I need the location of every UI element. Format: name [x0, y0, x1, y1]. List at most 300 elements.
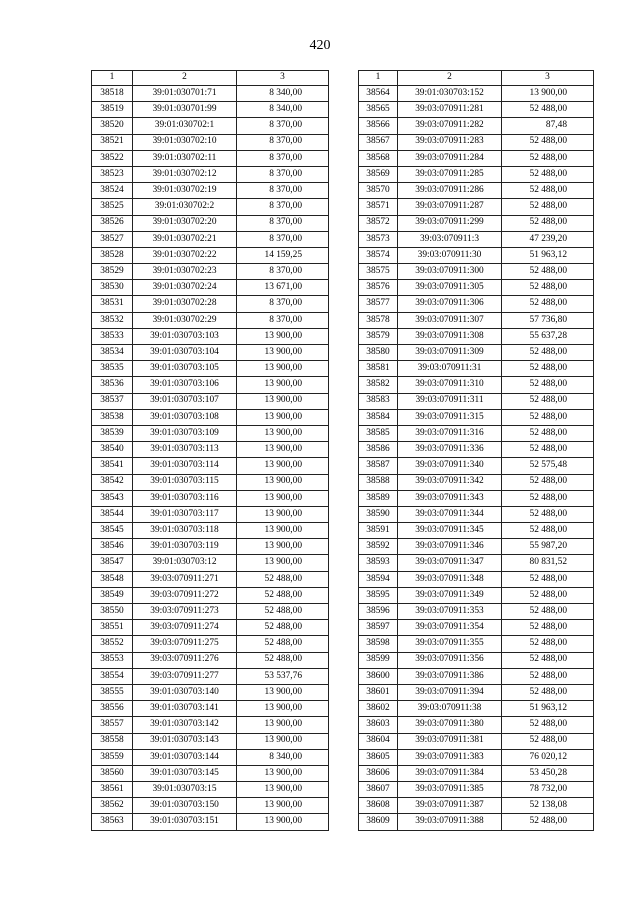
table-row — [359, 474, 594, 490]
row-number-cell: 38584 — [359, 409, 398, 425]
table-row — [92, 684, 329, 700]
value-cell: 13 900,00 — [237, 458, 329, 474]
cadastral-number-cell: 39:01:030703:115 — [133, 474, 237, 490]
cadastral-number-cell: 39:01:030703:103 — [133, 328, 237, 344]
value-cell: 52 488,00 — [237, 571, 329, 587]
cadastral-number-cell: 39:03:070911:386 — [398, 668, 502, 684]
row-number-cell: 38524 — [92, 183, 133, 199]
table-row — [359, 183, 594, 199]
table-row — [359, 150, 594, 166]
row-number-cell: 38600 — [359, 668, 398, 684]
cadastral-number-cell: 39:03:070911:387 — [398, 798, 502, 814]
table-row — [359, 701, 594, 717]
value-cell: 52 488,00 — [502, 361, 594, 377]
cadastral-number-cell: 39:01:030702:23 — [133, 264, 237, 280]
row-number-cell: 38577 — [359, 296, 398, 312]
cadastral-number-cell: 39:03:070911:342 — [398, 474, 502, 490]
cadastral-number-cell: 39:01:030702:1 — [133, 118, 237, 134]
value-cell: 13 900,00 — [237, 814, 329, 830]
row-number-cell: 38571 — [359, 199, 398, 215]
cadastral-number-cell: 39:03:070911:3 — [398, 231, 502, 247]
table-row — [359, 571, 594, 587]
table-row — [92, 280, 329, 296]
cadastral-number-cell: 39:03:070911:394 — [398, 684, 502, 700]
row-number-cell: 38581 — [359, 361, 398, 377]
value-cell: 52 488,00 — [502, 102, 594, 118]
cadastral-number-cell: 39:01:030703:104 — [133, 345, 237, 361]
row-number-cell: 38559 — [92, 749, 133, 765]
table-row — [359, 345, 594, 361]
table-row — [92, 215, 329, 231]
row-number-cell: 38520 — [92, 118, 133, 134]
value-cell: 13 671,00 — [237, 280, 329, 296]
row-number-cell: 38590 — [359, 506, 398, 522]
table-row — [92, 102, 329, 118]
cadastral-number-cell: 39:01:030703:142 — [133, 717, 237, 733]
row-number-cell: 38550 — [92, 604, 133, 620]
value-cell: 13 900,00 — [237, 425, 329, 441]
cadastral-number-cell: 39:03:070911:283 — [398, 134, 502, 150]
cadastral-number-cell: 39:01:030702:11 — [133, 150, 237, 166]
value-cell: 14 159,25 — [237, 247, 329, 263]
value-cell: 52 488,00 — [502, 296, 594, 312]
table-row — [359, 361, 594, 377]
value-cell: 52 488,00 — [502, 183, 594, 199]
table-row — [92, 506, 329, 522]
table-row — [359, 458, 594, 474]
cadastral-number-cell: 39:01:030701:71 — [133, 86, 237, 102]
cadastral-number-cell: 39:03:070911:274 — [133, 620, 237, 636]
table-row — [92, 555, 329, 571]
table-row — [359, 166, 594, 182]
table-row — [92, 264, 329, 280]
value-cell: 13 900,00 — [237, 717, 329, 733]
row-number-cell: 38526 — [92, 215, 133, 231]
value-cell: 52 488,00 — [237, 636, 329, 652]
cadastral-number-cell: 39:03:070911:282 — [398, 118, 502, 134]
value-cell: 8 370,00 — [237, 166, 329, 182]
value-cell: 52 488,00 — [502, 668, 594, 684]
table-row — [92, 587, 329, 603]
cadastral-number-cell: 39:03:070911:300 — [398, 264, 502, 280]
cadastral-number-cell: 39:01:030703:107 — [133, 393, 237, 409]
cadastral-number-cell: 39:03:070911:340 — [398, 458, 502, 474]
value-cell: 13 900,00 — [237, 393, 329, 409]
row-number-cell: 38539 — [92, 425, 133, 441]
table-row — [92, 636, 329, 652]
row-number-cell: 38595 — [359, 587, 398, 603]
row-number-cell: 38534 — [92, 345, 133, 361]
cadastral-number-cell: 39:03:070911:275 — [133, 636, 237, 652]
value-cell: 13 900,00 — [237, 474, 329, 490]
table-row — [92, 539, 329, 555]
header-cell-3: 3 — [237, 71, 329, 86]
right-table — [358, 70, 594, 831]
row-number-cell: 38542 — [92, 474, 133, 490]
value-cell: 52 488,00 — [502, 425, 594, 441]
left-table — [91, 70, 329, 831]
row-number-cell: 38523 — [92, 166, 133, 182]
table-row — [359, 312, 594, 328]
table-row — [359, 684, 594, 700]
table-row — [359, 328, 594, 344]
cadastral-number-cell: 39:01:030702:12 — [133, 166, 237, 182]
value-cell: 47 239,20 — [502, 231, 594, 247]
row-number-cell: 38518 — [92, 86, 133, 102]
row-number-cell: 38608 — [359, 798, 398, 814]
row-number-cell: 38605 — [359, 749, 398, 765]
cadastral-number-cell: 39:01:030703:116 — [133, 490, 237, 506]
cadastral-number-cell: 39:03:070911:316 — [398, 425, 502, 441]
table-row — [359, 490, 594, 506]
value-cell: 80 831,52 — [502, 555, 594, 571]
row-number-cell: 38579 — [359, 328, 398, 344]
cadastral-number-cell: 39:01:030703:141 — [133, 701, 237, 717]
row-number-cell: 38530 — [92, 280, 133, 296]
cadastral-number-cell: 39:03:070911:347 — [398, 555, 502, 571]
row-number-cell: 38588 — [359, 474, 398, 490]
row-number-cell: 38598 — [359, 636, 398, 652]
table-row — [92, 377, 329, 393]
value-cell: 52 488,00 — [502, 199, 594, 215]
cadastral-number-cell: 39:03:070911:348 — [398, 571, 502, 587]
row-number-cell: 38532 — [92, 312, 133, 328]
cadastral-number-cell: 39:01:030703:105 — [133, 361, 237, 377]
cadastral-number-cell: 39:01:030703:150 — [133, 798, 237, 814]
row-number-cell: 38573 — [359, 231, 398, 247]
row-number-cell: 38592 — [359, 539, 398, 555]
value-cell: 52 488,00 — [502, 393, 594, 409]
table-row — [92, 409, 329, 425]
value-cell: 13 900,00 — [237, 361, 329, 377]
value-cell: 52 488,00 — [502, 345, 594, 361]
table-row — [92, 296, 329, 312]
value-cell: 87,48 — [502, 118, 594, 134]
table-row — [92, 183, 329, 199]
row-number-cell: 38558 — [92, 733, 133, 749]
right-table-body — [359, 71, 594, 831]
row-number-cell: 38589 — [359, 490, 398, 506]
cadastral-number-cell: 39:01:030703:152 — [398, 86, 502, 102]
row-number-cell: 38547 — [92, 555, 133, 571]
cadastral-number-cell: 39:03:070911:307 — [398, 312, 502, 328]
row-number-cell: 38578 — [359, 312, 398, 328]
cadastral-number-cell: 39:03:070911:385 — [398, 782, 502, 798]
value-cell: 52 488,00 — [502, 474, 594, 490]
table-row — [359, 604, 594, 620]
cadastral-number-cell: 39:03:070911:344 — [398, 506, 502, 522]
value-cell: 13 900,00 — [237, 733, 329, 749]
value-cell: 53 450,28 — [502, 765, 594, 781]
value-cell: 52 488,00 — [502, 636, 594, 652]
cadastral-number-cell: 39:03:070911:310 — [398, 377, 502, 393]
value-cell: 13 900,00 — [237, 409, 329, 425]
row-number-cell: 38546 — [92, 539, 133, 555]
table-row — [92, 86, 329, 102]
row-number-cell: 38564 — [359, 86, 398, 102]
cadastral-number-cell: 39:03:070911:315 — [398, 409, 502, 425]
cadastral-number-cell: 39:03:070911:383 — [398, 749, 502, 765]
table-row — [92, 312, 329, 328]
row-number-cell: 38586 — [359, 442, 398, 458]
table-row — [359, 264, 594, 280]
value-cell: 8 370,00 — [237, 150, 329, 166]
value-cell: 52 138,08 — [502, 798, 594, 814]
cadastral-number-cell: 39:03:070911:356 — [398, 652, 502, 668]
cadastral-number-cell: 39:03:070911:286 — [398, 183, 502, 199]
table-row — [359, 280, 594, 296]
cadastral-number-cell: 39:01:030701:99 — [133, 102, 237, 118]
table-row — [359, 798, 594, 814]
value-cell: 52 488,00 — [502, 264, 594, 280]
row-number-cell: 38602 — [359, 701, 398, 717]
value-cell: 52 488,00 — [502, 166, 594, 182]
value-cell: 52 488,00 — [502, 523, 594, 539]
table-row — [92, 652, 329, 668]
table-row — [92, 199, 329, 215]
row-number-cell: 38587 — [359, 458, 398, 474]
value-cell: 51 963,12 — [502, 247, 594, 263]
cadastral-number-cell: 39:03:070911:345 — [398, 523, 502, 539]
row-number-cell: 38527 — [92, 231, 133, 247]
row-number-cell: 38525 — [92, 199, 133, 215]
row-number-cell: 38553 — [92, 652, 133, 668]
table-row — [92, 798, 329, 814]
cadastral-number-cell: 39:03:070911:308 — [398, 328, 502, 344]
table-header-row — [359, 71, 594, 86]
row-number-cell: 38545 — [92, 523, 133, 539]
row-number-cell: 38572 — [359, 215, 398, 231]
row-number-cell: 38597 — [359, 620, 398, 636]
cadastral-number-cell: 39:03:070911:38 — [398, 701, 502, 717]
cadastral-number-cell: 39:03:070911:354 — [398, 620, 502, 636]
cadastral-number-cell: 39:03:070911:277 — [133, 668, 237, 684]
cadastral-number-cell: 39:03:070911:311 — [398, 393, 502, 409]
row-number-cell: 38552 — [92, 636, 133, 652]
value-cell: 53 537,76 — [237, 668, 329, 684]
cadastral-number-cell: 39:03:070911:343 — [398, 490, 502, 506]
table-row — [359, 506, 594, 522]
value-cell: 51 963,12 — [502, 701, 594, 717]
value-cell: 52 488,00 — [502, 215, 594, 231]
row-number-cell: 38548 — [92, 571, 133, 587]
row-number-cell: 38563 — [92, 814, 133, 830]
value-cell: 55 987,20 — [502, 539, 594, 555]
cadastral-number-cell: 39:01:030703:143 — [133, 733, 237, 749]
value-cell: 8 340,00 — [237, 102, 329, 118]
header-cell-1: 1 — [92, 71, 133, 86]
value-cell: 52 488,00 — [502, 604, 594, 620]
value-cell: 8 370,00 — [237, 312, 329, 328]
cadastral-number-cell: 39:03:070911:287 — [398, 199, 502, 215]
value-cell: 13 900,00 — [502, 86, 594, 102]
value-cell: 52 488,00 — [502, 409, 594, 425]
cadastral-number-cell: 39:01:030702:29 — [133, 312, 237, 328]
row-number-cell: 38594 — [359, 571, 398, 587]
table-row — [92, 328, 329, 344]
value-cell: 52 488,00 — [502, 733, 594, 749]
cadastral-number-cell: 39:03:070911:31 — [398, 361, 502, 377]
value-cell: 13 900,00 — [237, 539, 329, 555]
cadastral-number-cell: 39:03:070911:381 — [398, 733, 502, 749]
row-number-cell: 38599 — [359, 652, 398, 668]
cadastral-number-cell: 39:01:030703:12 — [133, 555, 237, 571]
value-cell: 8 370,00 — [237, 215, 329, 231]
row-number-cell: 38541 — [92, 458, 133, 474]
cadastral-number-cell: 39:03:070911:299 — [398, 215, 502, 231]
value-cell: 52 488,00 — [502, 442, 594, 458]
value-cell: 8 370,00 — [237, 231, 329, 247]
row-number-cell: 38554 — [92, 668, 133, 684]
row-number-cell: 38519 — [92, 102, 133, 118]
table-row — [359, 215, 594, 231]
value-cell: 13 900,00 — [237, 684, 329, 700]
value-cell: 8 370,00 — [237, 296, 329, 312]
cadastral-number-cell: 39:01:030703:145 — [133, 765, 237, 781]
table-row — [359, 118, 594, 134]
table-row — [92, 701, 329, 717]
table-row — [92, 604, 329, 620]
table-row — [359, 231, 594, 247]
table-row — [92, 814, 329, 830]
value-cell: 52 488,00 — [502, 571, 594, 587]
value-cell: 52 488,00 — [502, 620, 594, 636]
table-row — [92, 765, 329, 781]
header-cell-2: 2 — [398, 71, 502, 86]
value-cell: 13 900,00 — [237, 555, 329, 571]
cadastral-number-cell: 39:01:030702:28 — [133, 296, 237, 312]
row-number-cell: 38575 — [359, 264, 398, 280]
value-cell: 52 488,00 — [502, 150, 594, 166]
cadastral-number-cell: 39:03:070911:276 — [133, 652, 237, 668]
table-row — [92, 118, 329, 134]
row-number-cell: 38543 — [92, 490, 133, 506]
row-number-cell: 38557 — [92, 717, 133, 733]
table-row — [92, 231, 329, 247]
page-number: 420 — [309, 38, 331, 53]
row-number-cell: 38585 — [359, 425, 398, 441]
cadastral-number-cell: 39:01:030702:24 — [133, 280, 237, 296]
cadastral-number-cell: 39:01:030703:108 — [133, 409, 237, 425]
row-number-cell: 38603 — [359, 717, 398, 733]
value-cell: 52 488,00 — [502, 490, 594, 506]
table-row — [359, 620, 594, 636]
cadastral-number-cell: 39:03:070911:284 — [398, 150, 502, 166]
value-cell: 8 370,00 — [237, 183, 329, 199]
table-row — [359, 652, 594, 668]
table-row — [92, 166, 329, 182]
value-cell: 52 488,00 — [502, 652, 594, 668]
cadastral-number-cell: 39:03:070911:355 — [398, 636, 502, 652]
cadastral-number-cell: 39:03:070911:30 — [398, 247, 502, 263]
row-number-cell: 38522 — [92, 150, 133, 166]
table-row — [92, 134, 329, 150]
cadastral-number-cell: 39:01:030703:118 — [133, 523, 237, 539]
cadastral-number-cell: 39:01:030703:113 — [133, 442, 237, 458]
table-row — [92, 749, 329, 765]
row-number-cell: 38544 — [92, 506, 133, 522]
row-number-cell: 38574 — [359, 247, 398, 263]
cadastral-number-cell: 39:01:030703:140 — [133, 684, 237, 700]
value-cell: 13 900,00 — [237, 490, 329, 506]
value-cell: 52 488,00 — [502, 587, 594, 603]
value-cell: 13 900,00 — [237, 523, 329, 539]
value-cell: 52 488,00 — [502, 814, 594, 830]
value-cell: 8 340,00 — [237, 86, 329, 102]
cadastral-number-cell: 39:01:030702:22 — [133, 247, 237, 263]
table-row — [92, 458, 329, 474]
row-number-cell: 38556 — [92, 701, 133, 717]
cadastral-number-cell: 39:03:070911:353 — [398, 604, 502, 620]
table-row — [359, 442, 594, 458]
value-cell: 52 488,00 — [502, 134, 594, 150]
value-cell: 52 488,00 — [502, 280, 594, 296]
row-number-cell: 38566 — [359, 118, 398, 134]
cadastral-number-cell: 39:03:070911:281 — [398, 102, 502, 118]
value-cell: 13 900,00 — [237, 328, 329, 344]
row-number-cell: 38560 — [92, 765, 133, 781]
row-number-cell: 38576 — [359, 280, 398, 296]
value-cell: 52 488,00 — [502, 377, 594, 393]
row-number-cell: 38593 — [359, 555, 398, 571]
cadastral-number-cell: 39:01:030703:114 — [133, 458, 237, 474]
cadastral-number-cell: 39:03:070911:309 — [398, 345, 502, 361]
table-header-row — [92, 71, 329, 86]
value-cell: 13 900,00 — [237, 442, 329, 458]
table-row — [359, 425, 594, 441]
value-cell: 52 488,00 — [237, 587, 329, 603]
cadastral-number-cell: 39:01:030703:144 — [133, 749, 237, 765]
table-row — [92, 668, 329, 684]
value-cell: 52 488,00 — [502, 684, 594, 700]
cadastral-number-cell: 39:03:070911:346 — [398, 539, 502, 555]
row-number-cell: 38609 — [359, 814, 398, 830]
cadastral-number-cell: 39:01:030702:20 — [133, 215, 237, 231]
table-row — [359, 409, 594, 425]
table-row — [92, 523, 329, 539]
cadastral-number-cell: 39:01:030703:106 — [133, 377, 237, 393]
value-cell: 76 020,12 — [502, 749, 594, 765]
table-row — [359, 102, 594, 118]
row-number-cell: 38551 — [92, 620, 133, 636]
row-number-cell: 38536 — [92, 377, 133, 393]
table-row — [359, 539, 594, 555]
table-row — [359, 296, 594, 312]
value-cell: 13 900,00 — [237, 782, 329, 798]
cadastral-number-cell: 39:03:070911:285 — [398, 166, 502, 182]
value-cell: 13 900,00 — [237, 345, 329, 361]
row-number-cell: 38521 — [92, 134, 133, 150]
value-cell: 52 488,00 — [502, 506, 594, 522]
cadastral-number-cell: 39:01:030702:21 — [133, 231, 237, 247]
value-cell: 52 575,48 — [502, 458, 594, 474]
value-cell: 13 900,00 — [237, 798, 329, 814]
value-cell: 52 488,00 — [237, 652, 329, 668]
row-number-cell: 38582 — [359, 377, 398, 393]
row-number-cell: 38607 — [359, 782, 398, 798]
value-cell: 13 900,00 — [237, 377, 329, 393]
row-number-cell: 38529 — [92, 264, 133, 280]
table-row — [92, 474, 329, 490]
table-row — [92, 442, 329, 458]
table-row — [359, 717, 594, 733]
value-cell: 52 488,00 — [237, 604, 329, 620]
row-number-cell: 38568 — [359, 150, 398, 166]
table-row — [359, 377, 594, 393]
table-row — [92, 571, 329, 587]
value-cell: 52 488,00 — [502, 717, 594, 733]
value-cell: 13 900,00 — [237, 765, 329, 781]
